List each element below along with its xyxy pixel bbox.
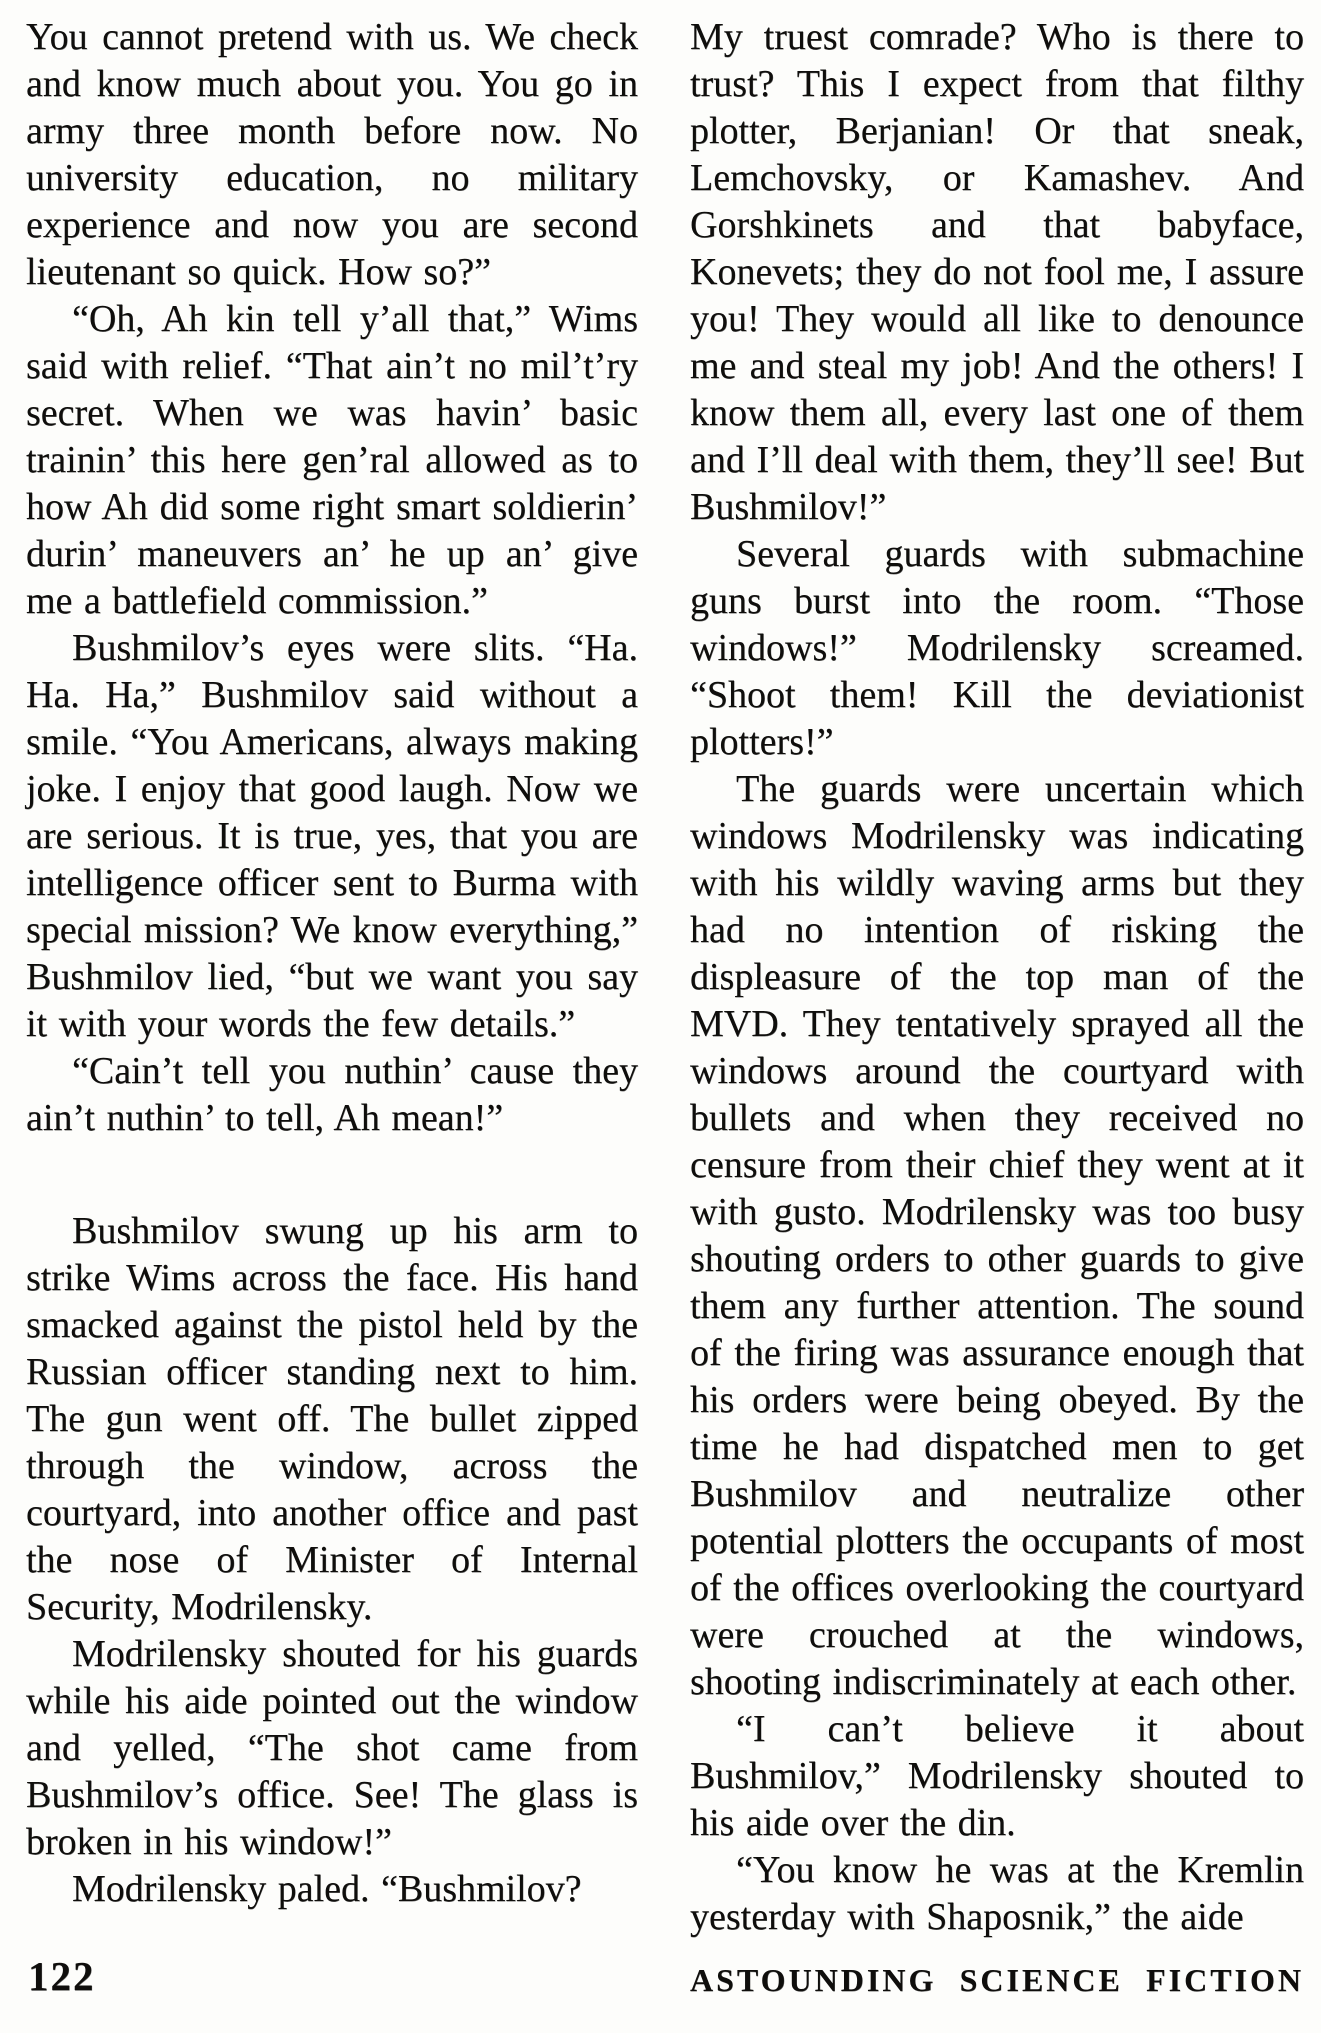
paragraph: “Cain’t tell you nuthin’ cause they ain’t nuthin’ to tell, Ah mean!” (26, 1050, 638, 1139)
page-number: 122 (28, 1953, 96, 1999)
paragraph: “You know he was at the Kremlin yesterday with Shaposnik,” the aide (690, 1849, 1304, 1938)
left-column (26, 14, 638, 1913)
paragraph: Several guards with submachine guns burst into the room. “Those windows!” Modrilensky screamed. “Shoot them! Kill the deviationist plotters!” (690, 533, 1304, 763)
paragraph: Bushmilov swung up his arm to strike Wims across the face. His hand smacked against the pistol held by the Russian officer standing next to him. The gun went off. The bullet zipped through the window, across the courtyard, into another office and past the nose of Minister of Internal Security, Modrilensky. (26, 1210, 638, 1628)
paragraph: “Oh, Ah kin tell y’all that,” Wims said with relief. “That ain’t no mil’t’ry secret. When we was havin’ basic trainin’ this here gen’ral allowed as to how Ah did some right smart soldierin’ durin’ maneuvers an’ he up an’ give me a battlefield commission.” (26, 298, 638, 622)
paragraph: The guards were uncertain which windows Modrilensky was indicating with his wildly waving arms but they had no intention of risking the displeasure of the top man of the MVD. They tentatively sprayed all the windows around the courtyard with bullets and when they received no censure from their chief they went at it with gusto. Modrilensky was too busy shouting orders to other guards to give them any further attention. The sound of the firing was assurance enough that his orders were being obeyed. By the time he had dispatched men to get Bushmilov and neutralize other potential plotters the occupants of most of the offices overlooking the courtyard were crouched at the windows, shooting indiscriminately at each other. (690, 768, 1304, 1703)
paragraph: Modrilensky shouted for his guards while his aide pointed out the window and yelled, “The shot came from Bushmilov’s office. See! The glass is broken in his window!” (26, 1633, 638, 1863)
right-column (690, 14, 1304, 1941)
paragraph: Modrilensky paled. “Bushmilov? (72, 1868, 582, 1910)
paragraph: My truest comrade? Who is there to trust? This I expect from that filthy plotter, Berjanian! Or that sneak, Lemchovsky, or Kamashev. And Gorshkinets and that babyface, Konevets; they do not fool me, I assure you! They would all like to denounce me and steal my job! And the others! I know them all, every last one of them and I’ll deal with them, they’ll see! But Bushmilov!” (690, 16, 1304, 528)
paragraph: You cannot pretend with us. We check and know much about you. You go in army three month before now. No university education, no military experience and now you are second lieutenant so quick. How so?” (26, 16, 638, 293)
paragraph: Bushmilov’s eyes were slits. “Ha. Ha. Ha,” Bushmilov said without a smile. “You Americans, always making joke. I enjoy that good laugh. Now we are serious. It is true, yes, that you are intelligence officer sent to Burma with special mission? We know everything,” Bushmilov lied, “but we want you say it with your words the few details.” (26, 627, 638, 1045)
magazine-title: ASTOUNDING SCIENCE FICTION (690, 1962, 1304, 1998)
paragraph: “I can’t believe it about Bushmilov,” Modrilensky shouted to his aide over the din. (690, 1708, 1304, 1844)
